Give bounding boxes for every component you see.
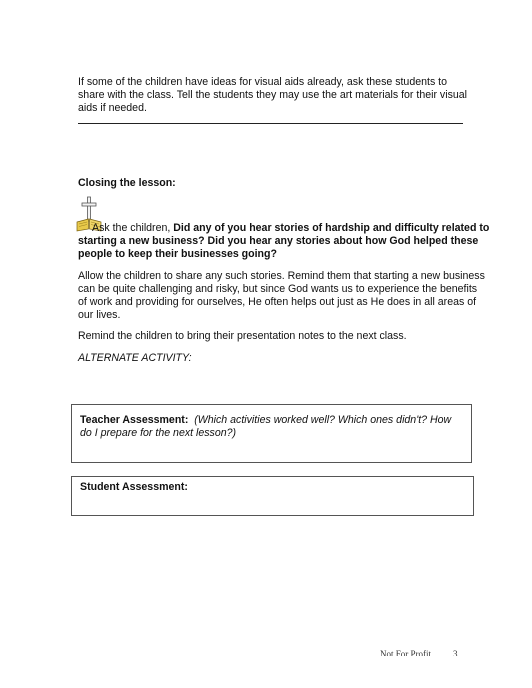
teacher-assessment-box [71, 404, 472, 463]
student-assessment-box [71, 476, 474, 516]
remind-paragraph: Remind the children to bring their presentation notes to the next class. [78, 330, 407, 342]
student-assessment-label: Student Assessment: [80, 481, 188, 493]
teacher-assessment-label: Teacher Assessment: [80, 414, 189, 426]
footer-text: Not For Profit [380, 649, 432, 656]
page-footer [380, 648, 490, 656]
teacher-assessment-prompt: (Which activities worked well? Which ones didn't? How do I prepare for the next lesson?) [80, 414, 452, 439]
ask-prefix: Ask the children, [92, 222, 174, 234]
ask-question: Did any of you hear stories of hardship and difficulty related to starting a new business? Did you hear any stories about how God helped these people to keep their businesses going? [78, 222, 490, 260]
intro-paragraph: If some of the children have ideas for visual aids already, ask these students to share with the class. Tell the students they may use the art materials for their visual aids if needed. [78, 76, 468, 114]
ask-children-paragraph [78, 222, 498, 261]
alternate-activity-label: ALTERNATE ACTIVITY: [78, 352, 192, 364]
section-divider [78, 123, 463, 124]
page-number: 3 [453, 649, 458, 656]
closing-heading: Closing the lesson: [78, 177, 176, 189]
allow-share-paragraph: Allow the children to share any such stories. Remind them that starting a new business can be quite challenging and risky, but since God wants us to experience the benefits of work and providing for ourselves, He often helps out just as He does in all areas of our lives. [78, 270, 485, 321]
